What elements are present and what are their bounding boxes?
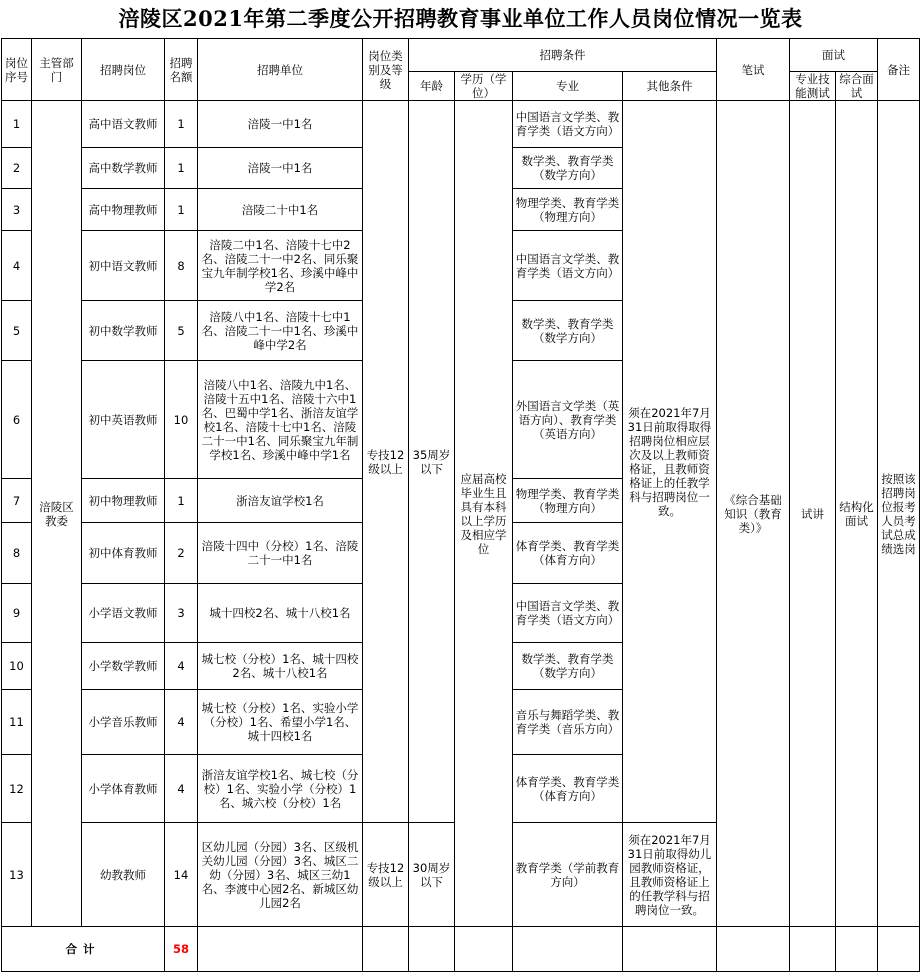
grade-cell: 专技12级以上 — [363, 101, 409, 823]
seq-cell: 12 — [2, 755, 32, 823]
major-cell: 体育学类、教育学类（体育方向） — [513, 523, 623, 584]
total-value: 58 — [165, 927, 198, 972]
header-other: 其他条件 — [623, 72, 717, 101]
post-cell: 幼教教师 — [82, 823, 165, 927]
unit-cell: 涪陵二中1名、涪陵十七中2名、涪陵二十一中2名、同乐聚宝九年制学校1名、珍溪中峰中学2名 — [198, 231, 363, 301]
header-interview: 面试 — [790, 39, 878, 72]
seq-cell: 1 — [2, 101, 32, 148]
age-cell: 35周岁以下 — [409, 101, 455, 823]
post-cell: 小学音乐教师 — [82, 690, 165, 755]
major-cell: 物理学类、教育学类（物理方向） — [513, 189, 623, 231]
count-cell: 1 — [165, 479, 198, 523]
post-cell: 小学体育教师 — [82, 755, 165, 823]
unit-cell: 涪陵十四中（分校）1名、涪陵二十一中1名 — [198, 523, 363, 584]
empty-cell — [455, 927, 513, 972]
seq-cell: 2 — [2, 148, 32, 189]
major-cell: 外国语言文学类（英语方向）、教育学类（英语方向） — [513, 361, 623, 479]
major-cell: 物理学类、教育学类（物理方向） — [513, 479, 623, 523]
major-cell: 数学类、教育学类（数学方向） — [513, 301, 623, 361]
unit-cell: 城七校（分校）1名、城十四校2名、城十八校1名 — [198, 643, 363, 690]
post-cell: 小学语文教师 — [82, 584, 165, 643]
header-age: 年龄 — [409, 72, 455, 101]
seq-cell: 5 — [2, 301, 32, 361]
unit-cell: 浙涪友谊学校1名 — [198, 479, 363, 523]
post-cell: 初中英语教师 — [82, 361, 165, 479]
major-cell: 中国语言文学类、教育学类（语文方向） — [513, 101, 623, 148]
post-cell: 初中物理教师 — [82, 479, 165, 523]
major-cell: 音乐与舞蹈学类、教育学类（音乐方向） — [513, 690, 623, 755]
count-cell: 8 — [165, 231, 198, 301]
table-row — [2, 101, 920, 148]
count-cell: 2 — [165, 523, 198, 584]
seq-cell: 8 — [2, 523, 32, 584]
remark-cell: 按照该招聘岗位报考人员考试总成绩选岗 — [878, 101, 920, 927]
header-post: 招聘岗位 — [82, 39, 165, 101]
count-cell: 14 — [165, 823, 198, 927]
header-comprehensive: 综合面试 — [836, 72, 878, 101]
empty-cell — [790, 927, 836, 972]
other-cell: 须在2021年7月31日前取得幼儿园教师资格证，且教师资格证上的任教学科与招聘岗位一致。 — [623, 823, 717, 927]
empty-cell — [878, 927, 920, 972]
major-cell: 中国语言文学类、教育学类（语文方向） — [513, 231, 623, 301]
major-cell: 教育学类（学前教育方向） — [513, 823, 623, 927]
written-cell: 《综合基础知识（教育类）》 — [717, 101, 790, 927]
unit-cell: 城十四校2名、城十八校1名 — [198, 584, 363, 643]
seq-cell: 13 — [2, 823, 32, 927]
post-cell: 初中体育教师 — [82, 523, 165, 584]
empty-cell — [836, 927, 878, 972]
seq-cell: 4 — [2, 231, 32, 301]
header-count: 招聘名额 — [165, 39, 198, 101]
count-cell: 1 — [165, 101, 198, 148]
page-title: 涪陵区2021年第二季度公开招聘教育事业单位工作人员岗位情况一览表 — [118, 6, 803, 31]
dept-cell: 涪陵区教委 — [32, 101, 82, 927]
unit-cell: 区幼儿园（分园）3名、区级机关幼儿园（分园）3名、城区二幼（分园）3名、城区三幼1名、李渡中心园2名、新城区幼儿园2名 — [198, 823, 363, 927]
header-skill: 专业技能测试 — [790, 72, 836, 101]
count-cell: 4 — [165, 643, 198, 690]
header-row — [2, 39, 920, 72]
post-cell: 高中物理教师 — [82, 189, 165, 231]
unit-cell: 涪陵八中1名、涪陵九中1名、涪陵十五中1名、涪陵十六中1名、巴蜀中学1名、浙涪友谊学校1名、涪陵十七中1名、涪陵二十一中1名、同乐聚宝九年制学校1名、珍溪中峰中学1名 — [198, 361, 363, 479]
empty-cell — [363, 927, 409, 972]
major-cell: 数学类、教育学类（数学方向） — [513, 643, 623, 690]
seq-cell: 10 — [2, 643, 32, 690]
header-grade: 岗位类别及等级 — [363, 39, 409, 101]
seq-cell: 9 — [2, 584, 32, 643]
seq-cell: 11 — [2, 690, 32, 755]
unit-cell: 涪陵一中1名 — [198, 101, 363, 148]
major-cell: 数学类、教育学类（数学方向） — [513, 148, 623, 189]
total-label: 合计 — [2, 927, 165, 972]
header-remark: 备注 — [878, 39, 920, 101]
unit-cell: 涪陵一中1名 — [198, 148, 363, 189]
unit-cell: 涪陵八中1名、涪陵十七中1名、涪陵二十一中1名、珍溪中峰中学2名 — [198, 301, 363, 361]
age-cell: 30周岁以下 — [409, 823, 455, 927]
header-unit: 招聘单位 — [198, 39, 363, 101]
skill-cell: 试讲 — [790, 101, 836, 927]
header-seq: 岗位序号 — [2, 39, 32, 101]
empty-cell — [623, 927, 717, 972]
post-cell: 初中数学教师 — [82, 301, 165, 361]
post-cell: 小学数学教师 — [82, 643, 165, 690]
seq-cell: 7 — [2, 479, 32, 523]
header-edu: 学历（学位） — [455, 72, 513, 101]
comprehensive-cell: 结构化面试 — [836, 101, 878, 927]
header-major: 专业 — [513, 72, 623, 101]
other-cell: 须在2021年7月31日前取得取得招聘岗位相应层次及以上教师资格证，且教师资格证上的任教学科与招聘岗位一致。 — [623, 101, 717, 823]
recruitment-table — [1, 38, 920, 972]
empty-cell — [513, 927, 623, 972]
count-cell: 4 — [165, 755, 198, 823]
post-cell: 高中数学教师 — [82, 148, 165, 189]
total-row — [2, 927, 920, 972]
major-cell: 中国语言文学类、教育学类（语文方向） — [513, 584, 623, 643]
unit-cell: 涪陵二十中1名 — [198, 189, 363, 231]
header-written: 笔试 — [717, 39, 790, 101]
major-cell: 体育学类、教育学类（体育方向） — [513, 755, 623, 823]
edu-cell: 应届高校毕业生且具有本科以上学历及相应学位 — [455, 101, 513, 927]
count-cell: 1 — [165, 148, 198, 189]
count-cell: 5 — [165, 301, 198, 361]
seq-cell: 6 — [2, 361, 32, 479]
empty-cell — [717, 927, 790, 972]
post-cell: 初中语文教师 — [82, 231, 165, 301]
empty-cell — [198, 927, 363, 972]
count-cell: 1 — [165, 189, 198, 231]
empty-cell — [409, 927, 455, 972]
post-cell: 高中语文教师 — [82, 101, 165, 148]
count-cell: 3 — [165, 584, 198, 643]
unit-cell: 城七校（分校）1名、实验小学（分校）1名、希望小学1名、城十四校1名 — [198, 690, 363, 755]
unit-cell: 浙涪友谊学校1名、城七校（分校）1名、实验小学（分校）1名、城六校（分校）1名 — [198, 755, 363, 823]
count-cell: 4 — [165, 690, 198, 755]
header-conditions: 招聘条件 — [409, 39, 717, 72]
count-cell: 10 — [165, 361, 198, 479]
seq-cell: 3 — [2, 189, 32, 231]
header-dept: 主管部门 — [32, 39, 82, 101]
grade-cell: 专技12级以上 — [363, 823, 409, 927]
